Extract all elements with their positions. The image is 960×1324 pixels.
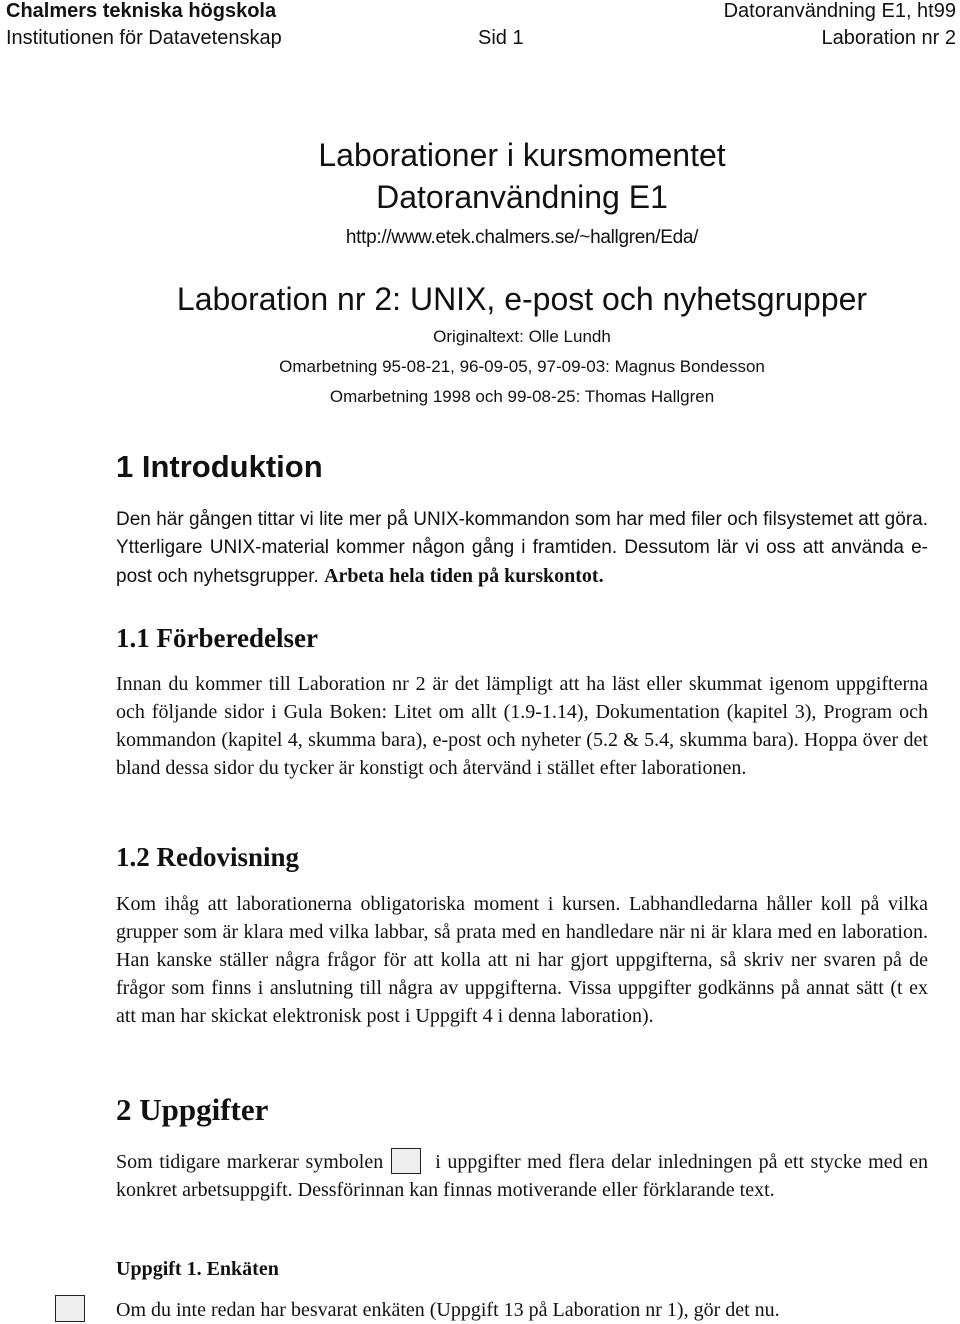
intro-emphasis: Arbeta hela tiden på kurskontot. bbox=[324, 565, 604, 587]
task-marker-box-icon bbox=[391, 1148, 421, 1174]
intro-text: Den här gången tittar vi lite mer på UNIX-kommandon som har med filer och filsystemet att göra. Ytterligare UNIX-material kommer någon gång i framtiden. Dessutom lär vi oss att använda e-post och nyhetsgrupper. bbox=[116, 509, 928, 587]
intro-paragraph bbox=[116, 506, 928, 591]
header-institution: Chalmers tekniska högskola bbox=[6, 0, 277, 22]
title-line-1: Laborationer i kursmomentet bbox=[318, 137, 726, 173]
task-1-title: Uppgift 1. Enkäten bbox=[116, 1258, 279, 1280]
report-paragraph: Kom ihåg att laborationerna obligatoriska moment i kursen. Labhandledarna håller koll på vilka grupper som är klara med vilka labbar, så prata med en handledare när ni är klara med en laboration. Han kanske ställer några frågor för att kolla att ni har gjort uppgifterna, så skriv ner svaren på de frågor som finns i anslutning till några av uppgifterna. Vissa uppgifter godkänns på annat sätt (t ex att man har skickat elektronisk post i Uppgift 4 i denna laboration). bbox=[116, 893, 928, 1027]
credit-revision-2: Omarbetning 1998 och 99-08-25: Thomas Hallgren bbox=[329, 387, 715, 406]
header-course: Datoranvändning E1, ht99 bbox=[723, 0, 956, 22]
header-page: Sid 1 bbox=[478, 27, 524, 49]
tasks-text-after: i uppgifter med flera delar inledningen på ett stycke med en konkret arbetsuppgift. Dessförinnan kan finnas motiverande eller förklarande text. bbox=[116, 1151, 928, 1201]
tasks-paragraph bbox=[116, 1148, 928, 1204]
section-heading-forberedelser: 1.1 Förberedelser bbox=[116, 623, 318, 653]
tasks-text-before: Som tidigare markerar symbolen bbox=[116, 1151, 384, 1173]
task-marker-box-icon bbox=[55, 1295, 85, 1322]
header-department: Institutionen för Datavetenskap bbox=[6, 27, 282, 49]
section-heading-redovisning: 1.2 Redovisning bbox=[116, 842, 300, 872]
course-url: http://www.etek.chalmers.se/~hallgren/Eda/ bbox=[345, 227, 699, 248]
prep-paragraph: Innan du kommer till Laboration nr 2 är det lämpligt att ha läst eller skummat igenom uppgifterna och följande sidor i Gula Boken: Litet om allt (1.9-1.14), Dokumentation (kapitel 3), Program och kommandon (kapitel 4, skumma bara), e-post och nyheter (5.2 & 5.4, skumma bara). Hoppa över det bland dessa sidor du tycker är konstigt och återvänd i stället efter laborationen. bbox=[116, 673, 928, 779]
lab-title: Laboration nr 2: UNIX, e-post och nyhetsgrupper bbox=[176, 281, 868, 317]
credit-original: Originaltext: Olle Lundh bbox=[433, 327, 611, 346]
task-1-text: Om du inte redan har besvarat enkäten (Uppgift 13 på Laboration nr 1), gör det nu. bbox=[116, 1299, 780, 1321]
credit-revision-1: Omarbetning 95-08-21, 96-09-05, 97-09-03: Magnus Bondesson bbox=[279, 357, 765, 376]
section-heading-uppgifter: 2 Uppgifter bbox=[116, 1092, 269, 1127]
section-heading-introduktion: 1 Introduktion bbox=[116, 449, 323, 484]
header-lab: Laboration nr 2 bbox=[821, 27, 956, 49]
title-line-2: Datoranvändning E1 bbox=[376, 179, 668, 215]
